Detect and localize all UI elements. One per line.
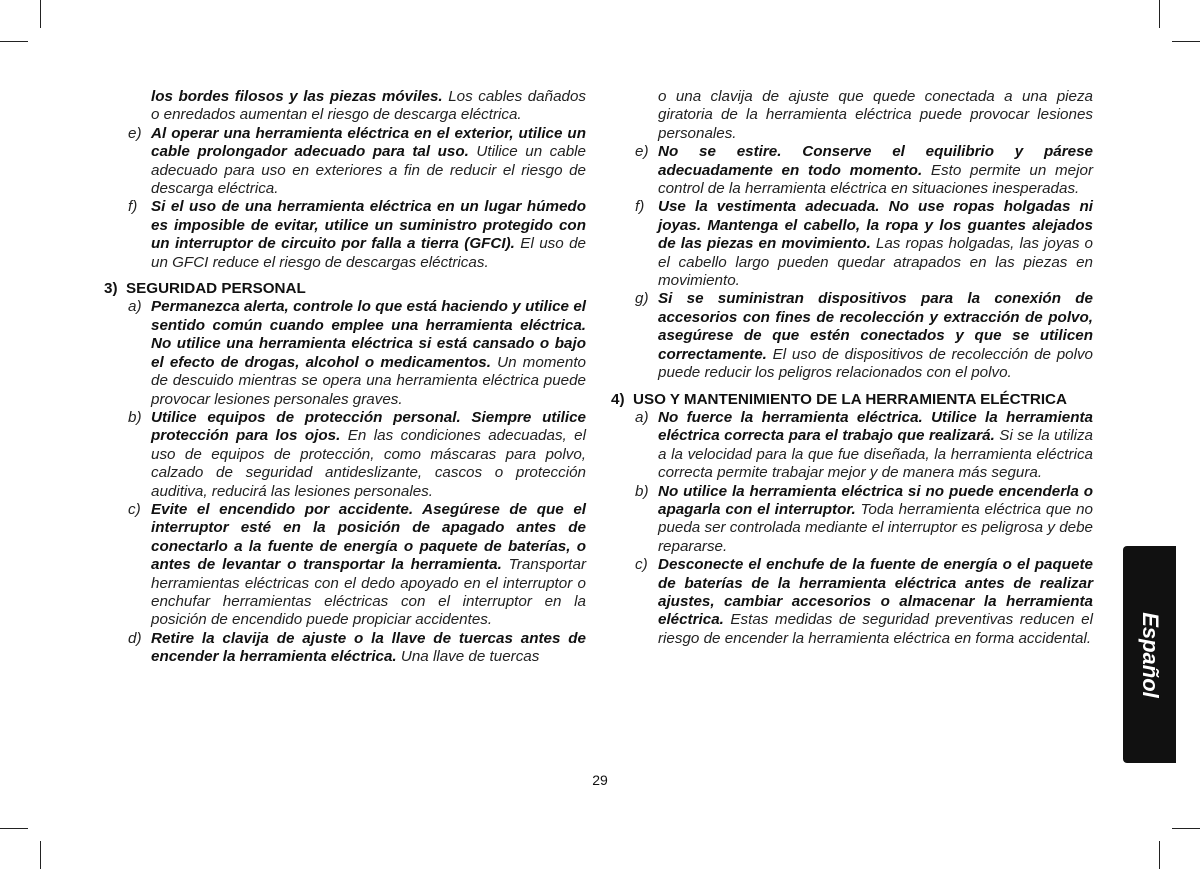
list-item — [104, 198, 586, 272]
section-number: 3) — [104, 280, 118, 298]
list-item-continued — [104, 88, 586, 125]
item-marker: e) — [128, 124, 142, 142]
item-bold-text: Al operar una herramienta eléctrica en el exterior, utilice un cable prolongador adecuado para tal uso. — [151, 124, 586, 161]
item-text: Estas medidas de seguridad preventivas reducen el riesgo de encender la herramienta eléctrica en forma accidental. — [658, 611, 1093, 647]
item-bold-text: los bordes filosos y las piezas móviles. — [151, 88, 443, 105]
item-text: Transportar herramientas eléctricas con el dedo apoyado en el interruptor o enchufar herramientas eléctricas con el interruptor en la posición de encendido puede propiciar accidentes. — [151, 556, 587, 629]
item-bold-text: Permanezca alerta, controle lo que está haciendo y utilice el sentido común cuando emplee una herramienta eléctrica. No utilice una herramienta eléctrica si está cansado o bajo el efecto de drogas, alcohol o medicamentos. — [151, 298, 586, 371]
crop-mark — [1159, 841, 1160, 869]
list-item — [104, 409, 586, 501]
section-heading — [611, 391, 1093, 409]
list-item — [611, 198, 1093, 290]
list-item — [104, 630, 586, 667]
crop-mark — [1172, 828, 1200, 829]
item-bold-text: Retire la clavija de ajuste o la llave de tuercas antes de encender la herramienta eléctrica. — [151, 629, 586, 666]
item-marker: d) — [128, 629, 142, 647]
item-bold-text: Si se suministran dispositivos para la conexión de accesorios con fines de recolección y extracción de polvo, asegúrese de que estén conectados y que se utilicen correctamente. — [658, 290, 1093, 363]
item-marker: c) — [128, 500, 141, 518]
crop-mark — [40, 0, 41, 28]
item-bold-text: No fuerce la herramienta eléctrica. Utilice la herramienta eléctrica correcta para el trabajo que realizará. — [658, 408, 1093, 445]
crop-mark — [1172, 41, 1200, 42]
item-text: Los cables dañados o enredados aumentan el riesgo de descarga eléctrica. — [151, 88, 586, 124]
item-bold-text: No se estire. Conserve el equilibrio y párese adecuadamente en todo momento. — [658, 143, 1093, 179]
item-marker: c) — [635, 556, 648, 574]
list-item-continued — [611, 88, 1093, 143]
item-text: Las ropas holgadas, las joyas o el cabello largo pueden quedar atrapados en las piezas en movimiento. — [658, 235, 1093, 290]
item-marker: e) — [635, 143, 649, 161]
item-text: o una clavija de ajuste que quede conectada a una pieza giratoria de la herramienta eléctrica puede provocar lesiones personales. — [658, 88, 1093, 142]
item-text: Utilice un cable adecuado para uso en exteriores a fin de reducir el riesgo de descarga eléctrica. — [151, 143, 586, 198]
list-item — [611, 290, 1093, 382]
section-heading — [104, 280, 586, 298]
item-text: En las condiciones adecuadas, el uso de equipos de protección, como máscaras para polvo, calzado de seguridad antideslizante, cascos o protección auditiva, reducirá las lesiones personales. — [151, 427, 586, 500]
item-bold-text: Si el uso de una herramienta eléctrica en un lugar húmedo es imposible de evitar, utilice un suministro protegido con un interruptor de circuito por falla a tierra (GFCI). — [151, 198, 586, 253]
crop-mark — [40, 841, 41, 869]
section-title: USO Y MANTENIMIENTO DE LA HERRAMIENTA ELÉCTRICA — [633, 390, 1067, 408]
item-bold-text: Desconecte el enchufe de la fuente de energía o el paquete de baterías de la herramienta eléctrica antes de realizar ajustes, cambiar accesorios o almacenar la herramienta eléctrica. — [658, 556, 1093, 629]
item-text: Un momento de descuido mientras se opera una herramienta eléctrica puede provocar lesiones personales graves. — [151, 353, 586, 408]
list-item — [611, 483, 1093, 557]
item-bold-text: No utilice la herramienta eléctrica si no puede encenderla o apagarla con el interruptor. — [658, 482, 1093, 518]
language-tab — [1123, 546, 1176, 763]
item-text: El uso de dispositivos de recolección de polvo puede reducir los peligros relacionados con el polvo. — [658, 345, 1093, 382]
list-item — [611, 556, 1093, 648]
item-marker: b) — [635, 482, 649, 500]
list-item — [611, 143, 1093, 198]
crop-mark — [1159, 0, 1160, 28]
list-item — [104, 125, 586, 199]
list-item — [104, 298, 586, 408]
left-column — [104, 88, 586, 667]
item-marker: f) — [635, 198, 645, 216]
language-tab-label: Español — [1137, 611, 1163, 698]
item-marker: a) — [128, 298, 142, 316]
item-marker: b) — [128, 408, 142, 426]
item-marker: g) — [635, 290, 649, 308]
list-item — [104, 501, 586, 630]
crop-mark — [0, 828, 28, 829]
section-number: 4) — [611, 390, 625, 408]
page-number: 29 — [592, 772, 608, 788]
right-column — [611, 88, 1093, 648]
item-text: Una llave de tuercas — [396, 648, 540, 666]
item-marker: a) — [635, 408, 649, 426]
item-bold-text: Use la vestimenta adecuada. No use ropas holgadas ni joyas. Mantenga el cabello, la ropa y los guantes alejados de las piezas en movimiento. — [658, 198, 1093, 253]
list-item — [611, 409, 1093, 483]
item-bold-text: Utilice equipos de protección personal. Siempre utilice protección para los ojos. — [151, 408, 586, 445]
item-text: El uso de un GFCI reduce el riesgo de descargas eléctricas. — [151, 235, 587, 271]
item-text: Toda herramienta eléctrica que no pueda ser controlada mediante el interruptor es peligrosa y debe repararse. — [658, 500, 1093, 555]
item-text: Si se la utiliza a la velocidad para la que fue diseñada, la herramienta eléctrica correcta permite trabajar mejor y de manera más segura. — [658, 427, 1093, 482]
item-text: Esto permite un mejor control de la herramienta eléctrica en situaciones inesperadas. — [658, 161, 1093, 198]
section-title: SEGURIDAD PERSONAL — [126, 280, 306, 298]
item-bold-text: Evite el encendido por accidente. Asegúrese de que el interruptor esté en la posición de apagado antes de conectarlo a la fuente de energía o paquete de baterías, o antes de levantar o transportar la herramienta. — [151, 500, 586, 574]
item-marker: f) — [128, 198, 138, 216]
crop-mark — [0, 41, 28, 42]
